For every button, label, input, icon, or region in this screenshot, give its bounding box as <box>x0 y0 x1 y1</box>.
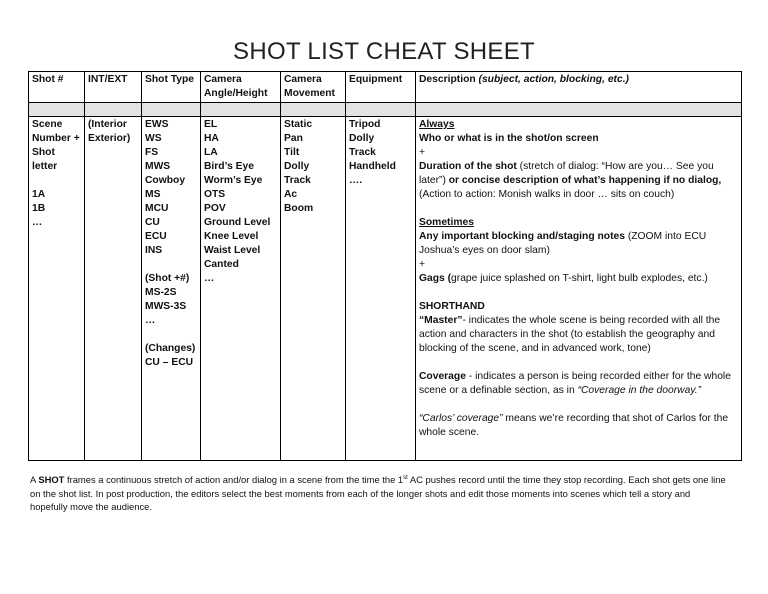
list-item: Static <box>284 119 313 130</box>
plus-sign: + <box>419 147 426 158</box>
footer-text: A <box>30 474 39 486</box>
list-item: EWS <box>145 119 169 130</box>
coverage-italic: “Coverage in the doorway.” <box>577 385 701 396</box>
list-item: 1B <box>32 203 46 214</box>
gags-normal: grape juice splashed on T-shirt, light bulb explodes, etc.) <box>451 273 708 284</box>
list-item: INS <box>145 245 163 256</box>
list-item: CU <box>145 217 160 228</box>
list-item: Knee Level <box>204 231 259 242</box>
master-bold: “Master” <box>419 315 463 326</box>
shot-list-table <box>28 71 742 461</box>
header-row <box>29 72 742 103</box>
list-item: POV <box>204 203 226 214</box>
duration-bold: Duration of the shot <box>419 161 517 172</box>
list-item: MWS-3S <box>145 301 187 312</box>
list-item: Track <box>284 175 311 186</box>
list-item: …. <box>349 175 363 186</box>
list-item: ECU <box>145 231 167 242</box>
camera-angle-cell <box>201 117 281 461</box>
list-item: MS-2S <box>145 287 177 298</box>
list-item: (Interior Exterior) <box>88 119 131 144</box>
list-item <box>32 174 81 188</box>
header-shot-type: Shot Type <box>142 72 201 103</box>
footer-note <box>30 472 730 514</box>
duration-example: (Action to action: Monish walks in door … sits on couch) <box>419 189 675 200</box>
list-item: Dolly <box>349 133 375 144</box>
camera-movement-cell <box>281 117 346 461</box>
list-item: FS <box>145 147 159 158</box>
list-item: (Changes) <box>145 343 196 354</box>
duration-paragraph <box>419 160 738 188</box>
description-cell <box>416 117 742 461</box>
list-item: Canted <box>204 259 239 270</box>
coverage-paragraph <box>419 370 738 398</box>
list-item: Tripod <box>349 119 381 130</box>
footer-text: AC pushes record until the time they stop recording. Each shot gets one line on the shot list. In post production, the editors select the best moments from each of the longer shots and edit those moments into scenes which tell a story and hopefully move the audience. <box>30 474 726 513</box>
carlos-normal: means we’re recording that shot of Carlos for the whole scene. <box>419 413 729 438</box>
always-line: Who or what is in the shot/on screen <box>419 133 599 144</box>
list-item: Cowboy <box>145 175 186 186</box>
header-camera-angle: Camera Angle/Height <box>201 72 281 103</box>
spacer-row <box>29 103 742 117</box>
list-item: MCU <box>145 203 169 214</box>
list-item <box>145 328 197 342</box>
int-ext-cell <box>85 117 142 461</box>
header-int-ext: INT/EXT <box>85 72 142 103</box>
content-row <box>29 117 742 461</box>
blocking-bold: Any important blocking and/staging notes <box>419 231 625 242</box>
footer-shot-bold: SHOT <box>38 474 65 486</box>
header-description-italic: (subject, action, blocking, etc.) <box>478 74 629 85</box>
list-item: Ac <box>284 189 298 200</box>
equipment-cell <box>346 117 416 461</box>
list-item: MWS <box>145 161 171 172</box>
list-item: Handheld <box>349 161 396 172</box>
gags-bold: Gags ( <box>419 273 452 284</box>
list-item: MS <box>145 189 161 200</box>
list-item: Worm’s Eye <box>204 175 263 186</box>
list-item: 1A <box>32 189 46 200</box>
master-paragraph <box>419 314 738 356</box>
list-item: Waist Level <box>204 245 261 256</box>
list-item: Bird’s Eye <box>204 161 254 172</box>
list-item: Track <box>349 147 376 158</box>
list-item: Ground Level <box>204 217 271 228</box>
footer-text: frames a continuous stretch of action and/or dialog in a scene from the time the 1 <box>64 474 404 486</box>
header-description-main: Description <box>419 74 479 85</box>
list-item: Pan <box>284 133 303 144</box>
list-item: (Shot +#) <box>145 273 190 284</box>
shot-number-cell <box>29 117 85 461</box>
header-equipment: Equipment <box>346 72 416 103</box>
footer-superscript: st <box>403 475 408 481</box>
list-item: … <box>32 217 43 228</box>
plus-sign: + <box>419 259 426 270</box>
gags-paragraph <box>419 272 738 286</box>
list-item <box>145 258 197 272</box>
list-item: EL <box>204 119 218 130</box>
duration-normal: (stretch of dialog: “How are you… See you later”) <box>419 161 714 186</box>
duration-bold-2: or concise description of what’s happening if no dialog, <box>445 175 722 186</box>
always-heading: Always <box>419 119 455 130</box>
blocking-normal: (ZOOM into ECU Joshua’s eyes on door slam) <box>419 231 707 256</box>
list-item: Scene Number + Shot letter <box>32 119 80 172</box>
coverage-normal: - indicates a person is being recorded either for the whole scene or a definable section, as in <box>419 371 731 396</box>
header-camera-movement: Camera Movement <box>281 72 346 103</box>
carlos-paragraph <box>419 412 738 440</box>
blocking-paragraph <box>419 230 738 258</box>
list-item: CU – ECU <box>145 357 194 368</box>
header-description <box>416 72 742 103</box>
list-item: … <box>145 315 156 326</box>
list-item: … <box>204 273 215 284</box>
list-item: Boom <box>284 203 314 214</box>
page-title: SHOT LIST CHEAT SHEET <box>233 38 535 65</box>
carlos-italic: “Carlos’ coverage” <box>419 413 503 424</box>
header-shot-number: Shot # <box>29 72 85 103</box>
shot-type-cell <box>142 117 201 461</box>
list-item: LA <box>204 147 218 158</box>
list-item: HA <box>204 133 219 144</box>
master-normal: - indicates the whole scene is being recorded with all the action and characters in the shot (to establish the geography and blocking of the scene, and in advanced work, tone) <box>419 315 721 354</box>
list-item: Tilt <box>284 147 300 158</box>
sometimes-heading: Sometimes <box>419 217 474 228</box>
list-item: WS <box>145 133 162 144</box>
list-item: OTS <box>204 189 226 200</box>
coverage-bold: Coverage <box>419 371 466 382</box>
list-item: Dolly <box>284 161 310 172</box>
shorthand-heading: SHORTHAND <box>419 301 485 312</box>
